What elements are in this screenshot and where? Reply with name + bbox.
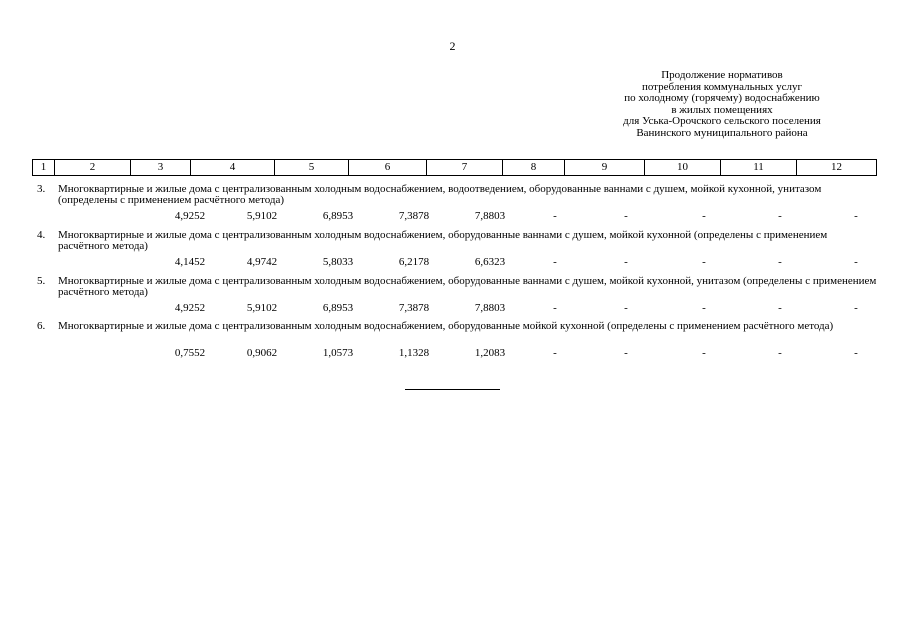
header-note-line: Ванинского муниципального района (636, 126, 808, 139)
value-cell: 7,3878 (398, 210, 430, 222)
value-cell: - (702, 302, 706, 314)
value-cell: 7,3878 (398, 302, 430, 314)
page-number: 2 (449, 39, 456, 53)
header-note-line: для Уська-Орочского сельского поселения (623, 115, 821, 128)
value-cell: 6,8953 (322, 302, 354, 314)
value-cell: - (854, 256, 858, 268)
value-cell: - (702, 347, 706, 359)
column-number-cell: 11 (721, 160, 797, 176)
column-number-row (33, 160, 877, 176)
row-number: 4. (37, 229, 46, 241)
value-cell: 1,0573 (322, 347, 354, 359)
value-cell: 4,9252 (174, 210, 206, 222)
header-note-line: в жилых помещениях (671, 103, 773, 116)
header-note (572, 70, 872, 140)
header-note-line: Продолжение нормативов (661, 69, 783, 81)
value-cell: - (553, 256, 557, 268)
column-number-cell: 10 (645, 160, 721, 176)
value-cell: 4,9252 (174, 302, 206, 314)
column-number-cell: 3 (131, 160, 191, 176)
row-values (32, 257, 880, 269)
column-number-cell: 8 (503, 160, 565, 176)
value-cell: - (624, 347, 628, 359)
row-values (32, 303, 880, 315)
value-cell: - (624, 210, 628, 222)
value-cell: - (778, 302, 782, 314)
value-cell: 0,9062 (246, 347, 278, 359)
value-cell: 0,7552 (174, 347, 206, 359)
row-title: Многоквартирные и жилые дома с централизованным холодным водоснабжением, водоотведением, оборудованные ваннами с душем, мойкой кухонной, унитазом (определены с применением расчётного метода) (58, 183, 822, 206)
column-number-cell: 9 (565, 160, 645, 176)
row-values (32, 348, 880, 360)
value-cell: 1,1328 (398, 347, 430, 359)
closing-rule (405, 389, 500, 390)
value-cell: - (778, 210, 782, 222)
column-number-cell: 6 (349, 160, 427, 176)
value-cell: - (553, 302, 557, 314)
row-number: 5. (37, 275, 46, 287)
row-values (32, 211, 880, 223)
value-cell: - (778, 256, 782, 268)
row-title: Многоквартирные и жилые дома с централизованным холодным водоснабжением, оборудованные мойкой кухонной (определены с применением расчётного метода) (58, 320, 834, 332)
row-title: Многоквартирные и жилые дома с централизованным холодным водоснабжением, оборудованные ваннами с душем, мойкой кухонной (определены с применением расчётного метода) (58, 229, 828, 252)
value-cell: - (854, 347, 858, 359)
value-cell: 7,8803 (474, 210, 506, 222)
value-cell: 4,9742 (246, 256, 278, 268)
value-cell: - (624, 302, 628, 314)
column-number-header (32, 159, 877, 176)
value-cell: 7,8803 (474, 302, 506, 314)
value-cell: - (854, 210, 858, 222)
header-note-line: потребления коммунальных услуг (641, 80, 803, 93)
column-number-cell: 5 (275, 160, 349, 176)
column-number-cell: 2 (55, 160, 131, 176)
value-cell: - (553, 210, 557, 222)
row-number: 3. (37, 183, 46, 195)
value-cell: 6,2178 (398, 256, 430, 268)
value-cell: 5,8033 (322, 256, 354, 268)
column-number-cell: 1 (33, 160, 55, 176)
value-cell: - (553, 347, 557, 359)
value-cell: - (778, 347, 782, 359)
value-cell: 5,9102 (246, 210, 278, 222)
value-cell: - (854, 302, 858, 314)
header-note-line: по холодному (горячему) водоснабжению (624, 92, 820, 105)
row-number: 6. (37, 320, 46, 332)
column-number-cell: 7 (427, 160, 503, 176)
value-cell: 4,1452 (174, 256, 206, 268)
value-cell: 5,9102 (246, 302, 278, 314)
value-cell: 6,6323 (474, 256, 506, 268)
value-cell: 1,2083 (474, 347, 506, 359)
value-cell: 6,8953 (322, 210, 354, 222)
column-number-cell: 4 (191, 160, 275, 176)
value-cell: - (624, 256, 628, 268)
row-title: Многоквартирные и жилые дома с централизованным холодным водоснабжением, оборудованные ваннами с душем, мойкой кухонной, унитазом (определены с применением расчётного метода) (58, 275, 877, 298)
value-cell: - (702, 210, 706, 222)
column-number-cell: 12 (797, 160, 877, 176)
value-cell: - (702, 256, 706, 268)
